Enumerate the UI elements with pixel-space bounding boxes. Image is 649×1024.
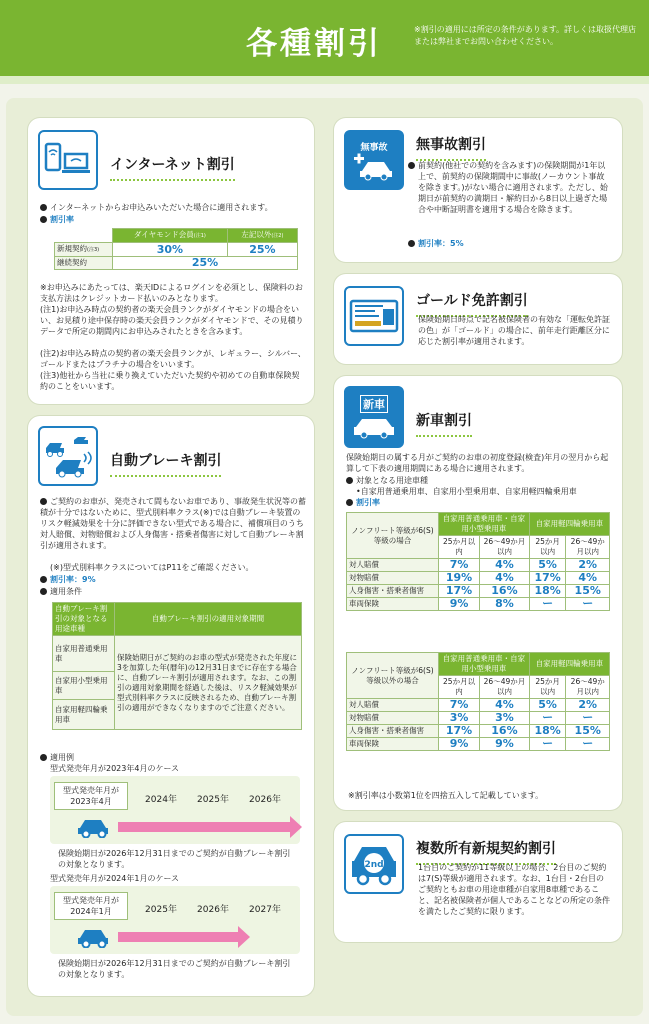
- header-note: ※割引の適用には所定の条件があります。詳しくは取扱代理店または弊社までお問い合わせください。: [414, 25, 637, 46]
- case1-year-1: 2024年: [145, 795, 177, 805]
- multi-car-discount-title: 複数所有新規契約割引: [416, 838, 556, 858]
- autobrake-example-label: 適用例: [40, 752, 74, 763]
- internet-note-3: (注3)他社から当社に乗り換えていただいた契約や初めての自動車保険契約のことをいいます。: [40, 371, 300, 391]
- newcar-footnote: ※割引率は小数第1位を四捨五入して記載しています。: [348, 791, 544, 800]
- newcar-desc: 保険始期日の属する月がご契約のお車の初度登録(検査)年月の翌月から起算して下表の適用期間にある場合に適用されます。: [346, 453, 609, 473]
- case2-release-box: 型式発売年月が2024年1月: [54, 892, 128, 920]
- internet-desc: インターネットからお申込みいただいた場合に適用されます。: [40, 202, 308, 213]
- noaccident-discount-card: [334, 118, 622, 262]
- newcar-discount-title: 新車割引: [416, 410, 472, 430]
- new-car-icon: [344, 386, 404, 448]
- case2-title: 型式発売年月が2024年1月のケース: [50, 874, 180, 883]
- newcar-discount-card: [334, 376, 622, 810]
- second-car-icon-label: 2nd: [364, 860, 384, 870]
- case2-car-icon: [76, 924, 112, 952]
- noaccident-discount-title: 無事故割引: [416, 134, 486, 154]
- autobrake-desc-note: (※)型式別料率クラスについてはP11をご確認ください。: [50, 563, 254, 572]
- case2-arrow-head: [238, 926, 250, 948]
- case2-note: 保険始期日が2026年12月31日までのご契約が自動ブレーキ割引の対象となります。: [58, 959, 291, 979]
- multi-car-desc: 1台目のご契約が11等級以上の場合、2台目のご契約は7(S)等級が適用されます。なお、1台目・2台目のご契約ともお車の用途車種が自家用8車種であること、記名被保険者が個人であることなどの所定の条件を満たしたご契約に限ります。: [418, 863, 610, 916]
- case1-release-box: 型式発売年月が2023年4月: [54, 782, 128, 810]
- internet-note-0: ※お申込みにあたっては、楽天IDによるログインを必須とし、保険料のお支払方法はクレジットカード払いのみとなります。: [40, 283, 303, 303]
- gold-license-discount-title: ゴールド免許割引: [416, 290, 528, 310]
- autobrake-cars-icon: [38, 426, 98, 486]
- internet-note-2: (注2)お申込み時点の契約者の楽天会員ランクが、レギュラー、シルバー、ゴールドまたはプラチナの場合をいいます。: [40, 349, 306, 369]
- multi-car-discount-card: [334, 822, 622, 942]
- case1-car-icon: [76, 814, 112, 842]
- internet-rate-table: ダイヤモンド会員(注1) 左記以外(注2) 新規契約(注3) 30% 25% 継続契約 25%: [54, 228, 298, 270]
- internet-note-1: (注1)お申込み時点の契約者の楽天会員ランクがダイヤモンドの場合をいい、お見積り途中保存時の楽天会員ランクがダイヤモンドで、その見積りデータで所定の期間内にお申込みされたときを含みます。: [40, 305, 304, 336]
- autobrake-rate: 割引率：9%: [40, 574, 96, 585]
- case1-period-arrow: [118, 822, 290, 832]
- gold-license-desc: 保険始期日時点で記名被保険者の有効な「運転免許証の色」が「ゴールド」の場合に、前年走行距離区分に応じた割引率が適用されます。: [418, 315, 610, 346]
- no-accident-car-icon: [344, 130, 404, 190]
- newcar-rate-label: 割引率: [346, 497, 380, 508]
- case1-note: 保険始期日が2026年12月31日までのご契約が自動ブレーキ割引の対象となります。: [58, 849, 291, 869]
- page-title: 各種割引: [246, 26, 382, 62]
- case1-arrow-head: [290, 816, 302, 838]
- smartphone-laptop-icon: [38, 130, 98, 190]
- newcar-target: •自家用普通乗用車、自家用小型乗用車、自家用軽四輪乗用車: [356, 487, 577, 496]
- noaccident-desc: 前契約(他社での契約を含みます)の保険期間が1年以上で、前契約の保険期間中に事故(ノーカウント事故を除きます。)がない場合に適用されます。ただし、始期日が前契約の満期日・解約日から8日以上過ぎた場合や中断証明書を適用する場合を除きます。: [418, 160, 610, 215]
- autobrake-discount-card: [28, 416, 314, 996]
- autobrake-desc: ご契約のお車が、発売されて間もないお車であり、事故発生状況等の蓄積が十分ではないために、型式別料率クラス(※)では自動ブレーキ装置のリスク軽減効果を十分に評価できない型式である場合に、補償項目のうち対人賠償、対物賠償および人身傷害・搭乗者傷害に対して自動ブレーキ割引が適用されます。: [40, 497, 306, 550]
- second-car-icon: [344, 834, 404, 894]
- case2-year-2: 2026年: [197, 905, 229, 915]
- case1-year-3: 2026年: [249, 795, 281, 805]
- newcar-table-grade6: ノンフリート等級が6(S)等級の場合 自家用普通乗用車・自家用小型乗用車 自家用軽四輪乗用車 25か月以内 26〜49か月以内 25か月以内 26〜49か月以内 対人賠償 7% 4% 5% 2% 対物賠償 19% 4% 17% 4% 人身傷害・搭乗者傷害 17% 16% 18% 15% 車両保険 9% 8% ー ー: [346, 512, 610, 611]
- autobrake-discount-title: 自動ブレーキ割引: [110, 450, 221, 470]
- autobrake-conditions-table: 自動ブレーキ割引の対象となる用途車種 自動ブレーキ割引の適用対象期間 自家用普通乗用車 保険始期日がご契約のお車の型式が発売された年度に3を加算した年(暦年)の12月31日までに存在する場合に、自動ブレーキ割引が適用されます。なお、この割引の適用対象期間を経過した後は、リスク軽減効果が型式別料率クラスに反映されるため、自動ブレーキ割引の適用ができなくなりますのでご注意ください。 自家用小型乗用車 自家用軽四輪乗用車: [52, 602, 302, 730]
- gold-license-discount-card: [334, 274, 622, 364]
- case1-year-2: 2025年: [197, 795, 229, 805]
- noaccident-rate: 割引率：5%: [408, 238, 464, 249]
- no-accident-icon-label: 無事故: [360, 142, 388, 153]
- autobrake-conditions-label: 適用条件: [40, 586, 82, 597]
- newcar-target-label: 対象となる用途車種: [346, 475, 428, 486]
- case2-year-1: 2025年: [145, 905, 177, 915]
- new-car-icon-label: 新車: [360, 395, 388, 413]
- internet-rate-label: 割引率: [40, 214, 74, 225]
- case1-title: 型式発売年月が2023年4月のケース: [50, 764, 180, 773]
- newcar-table-other-grades: ノンフリート等級が6(S)等級以外の場合 自家用普通乗用車・自家用小型乗用車 自家用軽四輪乗用車 25か月以内 26〜49か月以内 25か月以内 26〜49か月以内 対人賠償 7% 4% 5% 2% 対物賠償 3% 3% ー ー 人身傷害・搭乗者傷害 17% 16% 18% 15% 車両保険 9% 9% ー ー: [346, 652, 610, 751]
- case2-period-arrow: [118, 932, 238, 942]
- case2-year-3: 2027年: [249, 905, 281, 915]
- internet-discount-title: インターネット割引: [110, 154, 235, 174]
- internet-discount-card: [28, 118, 314, 404]
- header-divider: [0, 76, 649, 84]
- driver-license-icon: [344, 286, 404, 346]
